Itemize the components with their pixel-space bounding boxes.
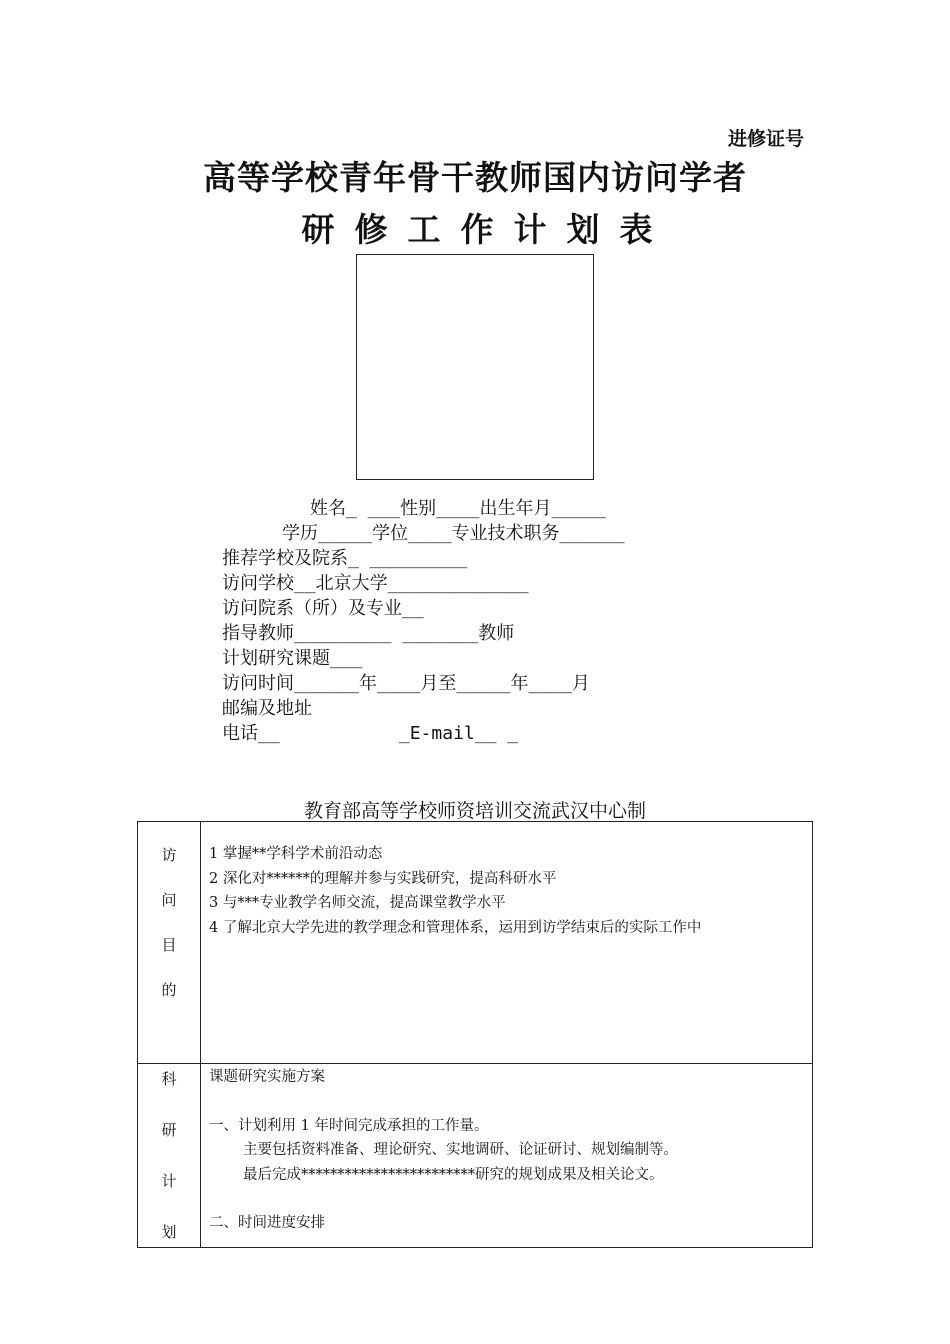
research-label-char: 划 [161, 1223, 177, 1241]
research-content [201, 1064, 813, 1248]
purpose-label-char: 目 [161, 936, 177, 954]
purpose-label [138, 822, 201, 1064]
purpose-label-char: 问 [161, 891, 177, 909]
certificate-number-label: 进修证号 [727, 128, 804, 150]
research-topic-line: 计划研究课题___ [222, 648, 363, 669]
purpose-content [201, 822, 813, 1064]
research-label-char: 科 [161, 1070, 177, 1088]
research-section-1: 一、计划利用 1 年时间完成承担的工作量。 [209, 1117, 489, 1134]
recommending-school-line: 推荐学校及院系_ _________ [222, 548, 468, 569]
phone-email-line: 电话__ _E-mail__ _ [222, 723, 519, 744]
purpose-row [138, 822, 813, 1064]
research-label-char: 研 [161, 1121, 177, 1139]
purpose-item: 2 深化对******的理解并参与实践研究，提高科研水平 [209, 870, 557, 887]
research-section-1-outcome: 最后完成************************研究的规划成果及相关论文。 [243, 1166, 664, 1183]
research-section-1-detail: 主要包括资料准备、理论研究、实地调研、论证研讨、规划编制等。 [243, 1142, 678, 1158]
research-section-2: 二、时间进度安排 [209, 1215, 325, 1231]
purpose-item: 1 掌握**学科学术前沿动态 [209, 846, 383, 862]
name-gender-birth-line: 姓名_ ___性别____出生年月_____ [310, 498, 606, 519]
issuer-line: 教育部高等学校师资培训交流武汉中心制 [303, 800, 646, 822]
page-title: 高等学校青年骨干教师国内访问学者 [203, 158, 747, 197]
purpose-item: 3 与***专业教学名师交流，提高课堂教学水平 [209, 895, 506, 911]
address-line: 邮编及地址 [222, 698, 312, 719]
visit-period-line: 访问时间______年____月至_____年____月 [222, 673, 590, 694]
education-degree-title-line: 学历_____学位____专业技术职务______ [282, 523, 625, 544]
photo-box [356, 254, 594, 480]
research-label-char: 计 [161, 1172, 177, 1190]
page-subtitle: 研修工作计划表 [301, 210, 673, 249]
visiting-school-line: 访问学校__北京大学_____________ [222, 573, 529, 594]
advisor-line: 指导教师_________ _______教师 [222, 623, 515, 644]
purpose-item: 4 了解北京大学先进的教学理念和管理体系，运用到访学结束后的实际工作中 [209, 919, 702, 936]
research-heading: 课题研究实施方案 [209, 1069, 325, 1085]
plan-table [137, 821, 813, 1248]
visiting-department-line: 访问院系（所）及专业__ [222, 598, 424, 619]
purpose-label-char: 的 [161, 981, 177, 999]
research-row [138, 1064, 813, 1248]
purpose-label-char: 访 [161, 846, 177, 864]
research-label [138, 1064, 201, 1248]
